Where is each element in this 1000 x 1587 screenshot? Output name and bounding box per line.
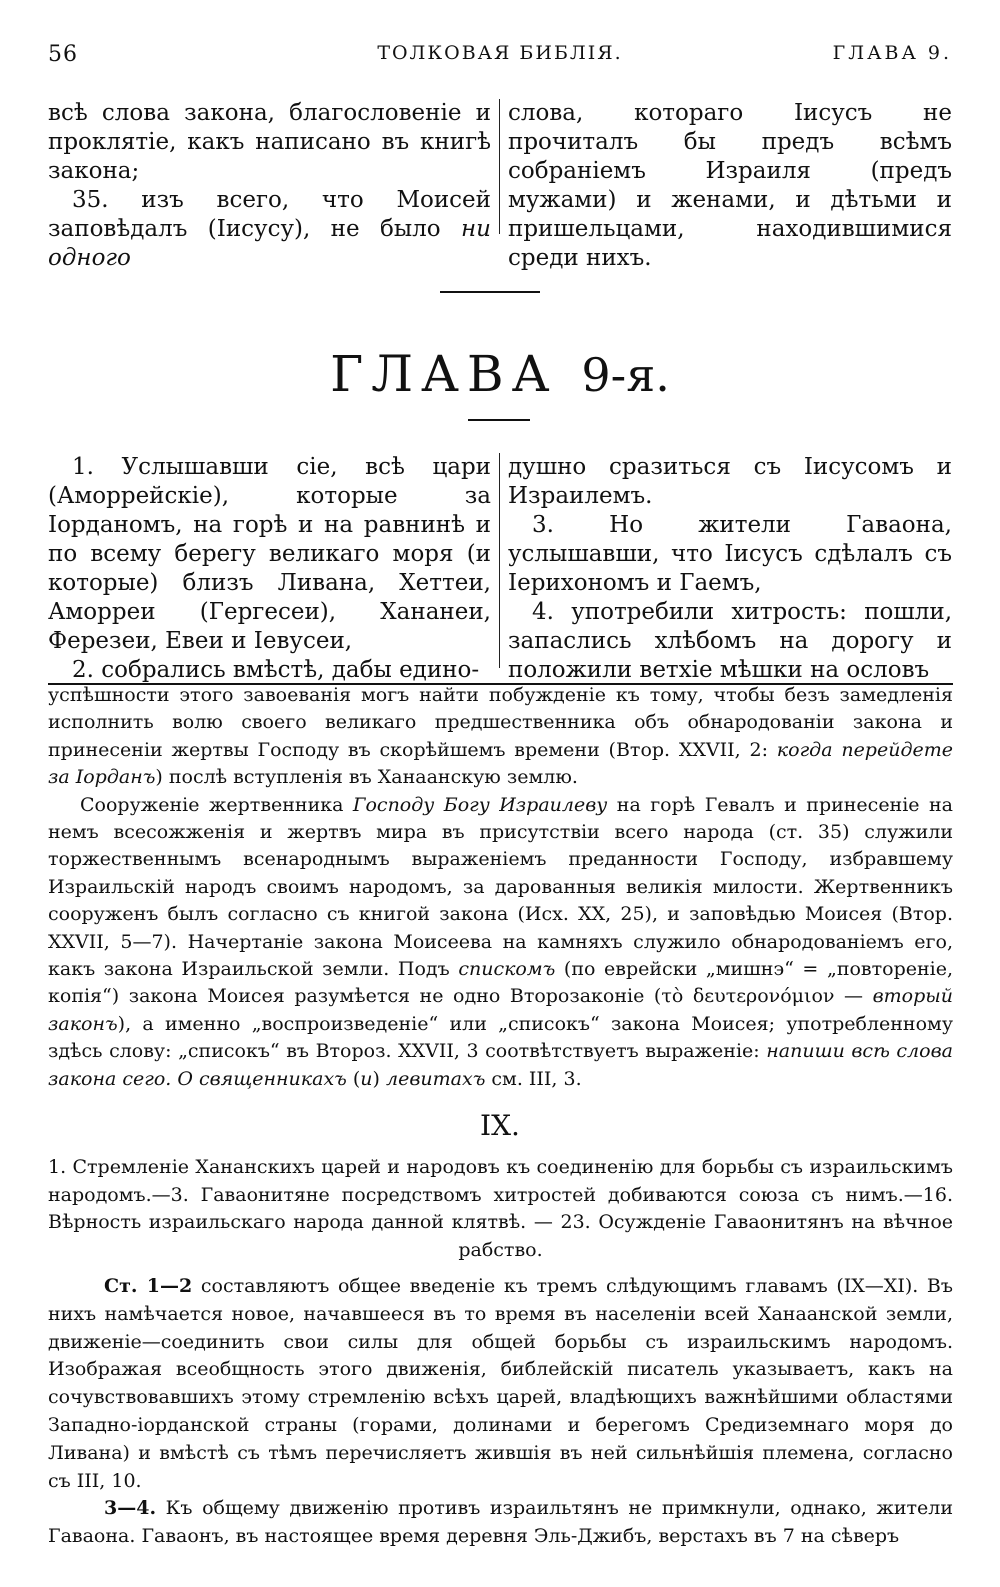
main-left-column — [48, 453, 500, 683]
verse-ref: 3—4. — [104, 1497, 157, 1520]
verse-ref: Ст. 1—2 — [104, 1275, 193, 1297]
verse-34-end: всѣ слова закона, благословеніе и проклятіе, какъ написано въ книгѣ закона; — [48, 100, 491, 184]
main-two-column-text — [48, 453, 953, 683]
commentary-paragraph-1: успѣшности этого завоеванія могъ найти побужденіе къ тому, чтобы безъ замедленія исполнить волю своего великаго предшественника объ обнародованіи закона и принесеніи жертвы Господу въ скорѣйшемъ времени (Втор. XXVII, 2: когда перейдете за Іорданъ) послѣ вступленія въ Ханаанскую землю. — [48, 684, 954, 789]
section-numeral: IX. — [480, 1109, 520, 1142]
running-title: ТОЛКОВАЯ БИБЛІЯ. — [377, 42, 623, 64]
top-right-column — [500, 99, 952, 271]
chapter-label: ГЛАВА 9. — [832, 42, 952, 64]
verse-1: 1. Услышавши сіе, всѣ цари (Аморрейскіе), которые за Іорданомъ, на горѣ и на равнинѣ и по всему берегу великаго моря (и которые) близъ Ливана, Хеттеи, Аморреи (Гергесеи), Хананеи, Ферезеи, Евеи и Іевусеи, — [48, 454, 491, 654]
chapter-summary — [48, 1154, 953, 1264]
top-left-column — [48, 99, 500, 271]
verse-35-end: слова, котораго Іисусъ не прочиталъ бы предъ всѣмъ собраніемъ Израиля (предъ мужами) и женами, и дѣтьми и пришельцами, находившимися среди нихъ. — [508, 100, 952, 271]
verse-commentary-2: 3—4. Къ общему движенію противъ израильтянъ не примкнули, однако, жители Гаваона. Гаваонъ, въ настоящее время деревня Эль-Джибъ, верстахъ въ 7 на сѣверъ — [48, 1497, 953, 1548]
page-number: 56 — [48, 42, 78, 67]
top-two-column-text — [48, 99, 953, 271]
running-header — [48, 42, 952, 82]
chapter-summary-text: 1. Стремленіе Хананскихъ царей и народовъ къ соединенію для борьбы съ израильскимъ народомъ.—3. Гаваонитяне посредствомъ хитростей добиваются союза съ нимъ.—16. Вѣрность израильскаго народа данной клятвѣ. — 23. Осужденіе Гаваонитянъ на вѣчное рабство. — [48, 1156, 953, 1261]
main-right-column — [500, 453, 952, 683]
section-divider — [440, 291, 540, 293]
verse-2-start: 2. собрались вмѣстѣ, дабы едино- — [72, 657, 480, 683]
commentary-block — [48, 682, 953, 1093]
verse-commentary-1: Ст. 1—2 составляютъ общее введеніе къ тремъ слѣдующимъ главамъ (IX—XI). Въ нихъ намѣчается новое, начавшееся въ то время въ населеніи всей Ханаанской земли, движеніе—соединить свои силы для общей борьбы съ израильскимъ народомъ. Изображая всеобщность этого движенія, библейскій писатель указываетъ, какъ на сочувствовавшихъ этому стремленію всѣхъ царей, владѣющихъ важнѣйшими областями Западно-іорданской страны (горами, долинами и берегомъ Средиземнаго моря до Ливана) и вмѣстѣ съ тѣмъ перечисляетъ жившія въ ней сильнѣйшія племена, согласно съ III, 10. — [48, 1275, 953, 1492]
verse-4: 4. употребили хитрость: пошли, запаслись хлѣбомъ на дорогу и положили ветхіе мѣшки на ословъ — [508, 599, 952, 683]
verse-commentary — [48, 1273, 953, 1551]
verse-35-start: 35. изъ всего, что Моисей заповѣдалъ (Іисусу), не было ни одного — [48, 187, 491, 271]
commentary-paragraph-2: Сооруженіе жертвенника Господу Богу Израилеву на горѣ Гевалъ и принесеніе на немъ всесожженія и жертвъ мира въ присутствіи всего народа (ст. 35) служили торжественнымъ всенароднымъ выраженіемъ преданности Господу, избравшему Израильскій народъ своимъ народомъ, за дарованныя великія милости. Жертвенникъ сооруженъ былъ согласно съ книгой закона (Исх. XX, 25), и заповѣдью Моисея (Втор. XXVII, 5—7). Начертаніе закона Моисеева на камняхъ служило обнародованіемъ его, какъ закона Израильской земли. Подъ спискомъ (по еврейски „мишнэ“ = „повтореніе, копія“) закона Моисея разумѣется не одно Второзаконіе (τὸ δευτερονόμιον — вторый законъ), а именно „воспроизведеніе“ или „списокъ“ закона Моисея; употребленному здѣсь слову: „списокъ“ въ Второз. XXVII, 3 соотвѣтствуетъ выраженіе: напиши всѣ слова закона сего. О священникахъ (и) левитахъ см. III, 3. — [48, 793, 953, 1090]
verse-2-end: душно сразиться съ Іисусомъ и Израилемъ. — [508, 454, 952, 509]
chapter-heading-word: ГЛАВА — [330, 345, 558, 403]
chapter-heading — [0, 345, 1000, 403]
chapter-heading-number: 9-я. — [581, 348, 670, 402]
verse-3: 3. Но жители Гаваона, услышавши, что Іисусъ сдѣлалъ съ Іерихономъ и Гаемъ, — [508, 512, 952, 596]
heading-underline — [468, 419, 530, 421]
